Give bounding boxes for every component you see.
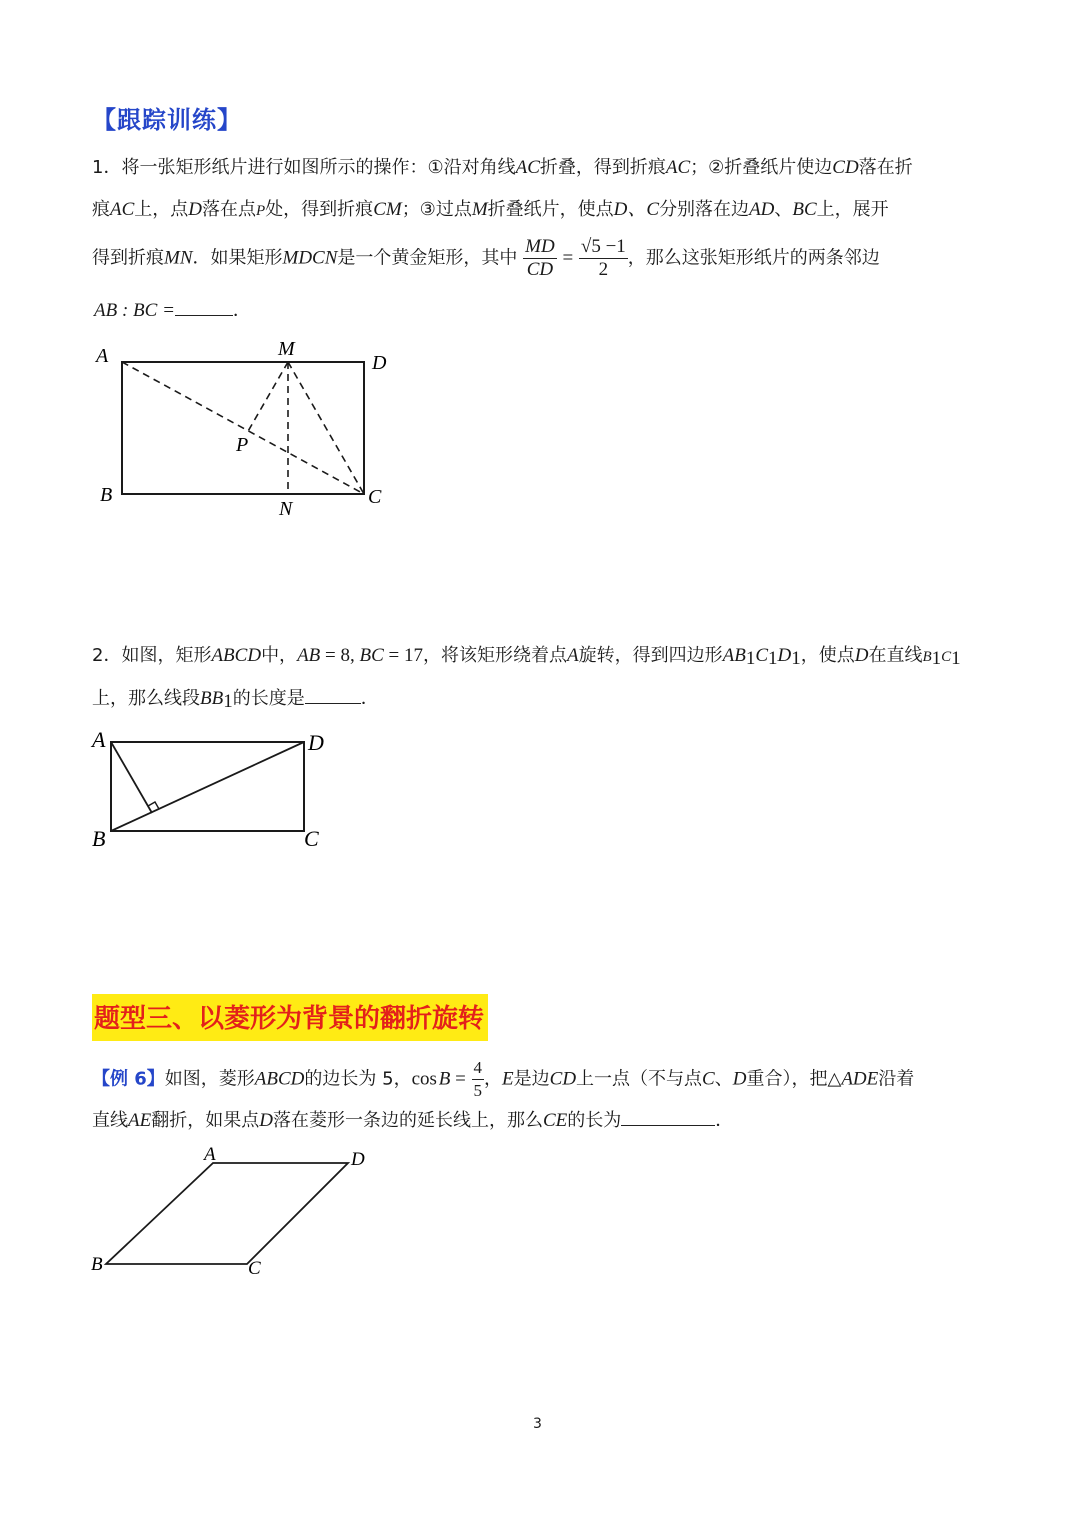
q2-figure <box>88 724 348 856</box>
example-tag: 【例 6】 <box>92 1068 165 1090</box>
segment-mp <box>247 362 288 433</box>
crease-cm <box>288 362 364 494</box>
rhombus-abcd <box>106 1163 348 1264</box>
crease-ac <box>122 362 364 494</box>
type-heading: 题型三、以菱形为背景的翻折旋转 <box>92 994 488 1041</box>
ex6-figure <box>88 1142 388 1282</box>
fraction-md-cd: $\frac{MD}{CD}$ <box>525 236 555 280</box>
label-m: M <box>278 338 295 360</box>
label-d: D <box>308 730 324 755</box>
q1-line4: AB : BC = ． <box>94 300 251 321</box>
diagonal-bd <box>111 742 304 831</box>
label-p: P <box>236 434 249 456</box>
perpendicular-ae <box>111 742 152 813</box>
section-heading: 【跟踪训练】 <box>92 106 242 134</box>
label-a: A <box>92 727 106 752</box>
ex6-line1: 【例 6】如图，菱形ABCD的边长为 5，cos B = $\frac{4}{5}$ ，E是边CD上一点（不与点C、D重合），把△ADE沿着 <box>92 1058 915 1100</box>
page-number: 3 <box>533 1416 542 1432</box>
q1-line2: 痕AC上，点D落在点P处，得到折痕CM；③过点M折叠纸片，使点D、C分别落在边AD、BC上，展开 <box>92 199 889 220</box>
label-n: N <box>279 498 293 520</box>
label-b: B <box>91 1254 103 1275</box>
fraction-golden-ratio: $\frac{√5 -1}{2}$ <box>580 236 626 280</box>
q1-line1: 1．将一张矩形纸片进行如图所示的操作：①沿对角线AC折叠，得到折痕AC；②折叠纸片使边CD落在折 <box>92 157 913 178</box>
answer-blank <box>305 686 361 704</box>
q2-line1: 2．如图，矩形ABCD中，AB = 8, BC = 17，将该矩形绕着点A旋转，得到四边形$AB_1C_1D_1$，使点D在直线$B_1C_1$ <box>92 645 961 669</box>
q1-line3: 得到折痕MN．如果矩形MDCN是一个黄金矩形，其中 $\frac{MD}{CD}$ = $\frac{√5 -1}{2}$ ，那么这张矩形纸片的两条邻边 <box>92 236 880 280</box>
label-a: A <box>96 345 109 367</box>
label-d: D <box>372 352 387 374</box>
label-b: B <box>92 826 106 851</box>
q1-figure <box>90 335 410 525</box>
fraction-four-fifths: $\frac{4}{5}$ <box>473 1058 483 1100</box>
answer-blank <box>175 298 233 316</box>
ex6-line2: 直线AE翻折，如果点D落在菱形一条边的延长线上，那么CE的长为 ． <box>92 1110 734 1131</box>
answer-blank <box>621 1108 715 1126</box>
q2-line2: 上，那么线段$BB_1$的长度是 ． <box>92 688 379 712</box>
label-b: B <box>100 484 113 506</box>
label-d: D <box>351 1149 365 1170</box>
label-c: C <box>368 486 382 508</box>
label-c: C <box>248 1258 261 1279</box>
label-a: A <box>204 1144 216 1165</box>
label-c: C <box>304 826 319 851</box>
